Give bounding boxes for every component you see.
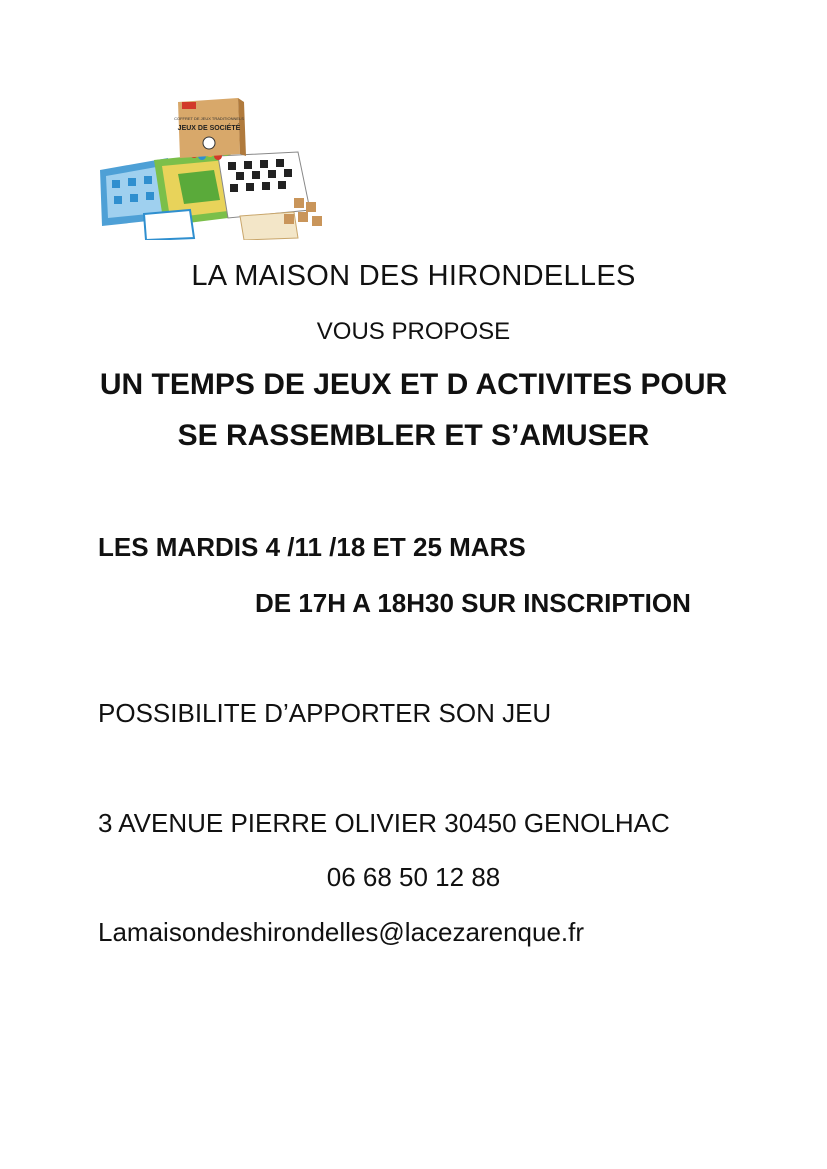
event-hours: DE 17H A 18H30 SUR INSCRIPTION [255, 588, 691, 618]
board-games-image [98, 98, 330, 240]
board-games-illustration [98, 98, 330, 240]
event-dates: LES MARDIS 4 /11 /18 ET 25 MARS [98, 532, 526, 562]
subtitle: VOUS PROPOSE [316, 318, 511, 345]
bring-game-note: POSSIBILITE D’APPORTER SON JEU [98, 698, 552, 728]
box-text-line2: JEUX DE SOCIÉTÉ [177, 125, 241, 132]
phone-number: 06 68 50 12 88 [326, 862, 501, 892]
email-address: Lamaisondeshirondelles@lacezarenque.fr [98, 917, 585, 947]
organization-title: LA MAISON DES HIRONDELLES [191, 260, 636, 292]
box-text-line1: COFFRET DE JEUX TRADITIONNELS [174, 116, 244, 121]
address: 3 AVENUE PIERRE OLIVIER 30450 GENOLHAC [98, 808, 670, 838]
headline-line-2: SE RASSEMBLER ET S’AMUSER [177, 419, 650, 452]
headline-line-1: UN TEMPS DE JEUX ET D ACTIVITES POUR [99, 368, 728, 401]
